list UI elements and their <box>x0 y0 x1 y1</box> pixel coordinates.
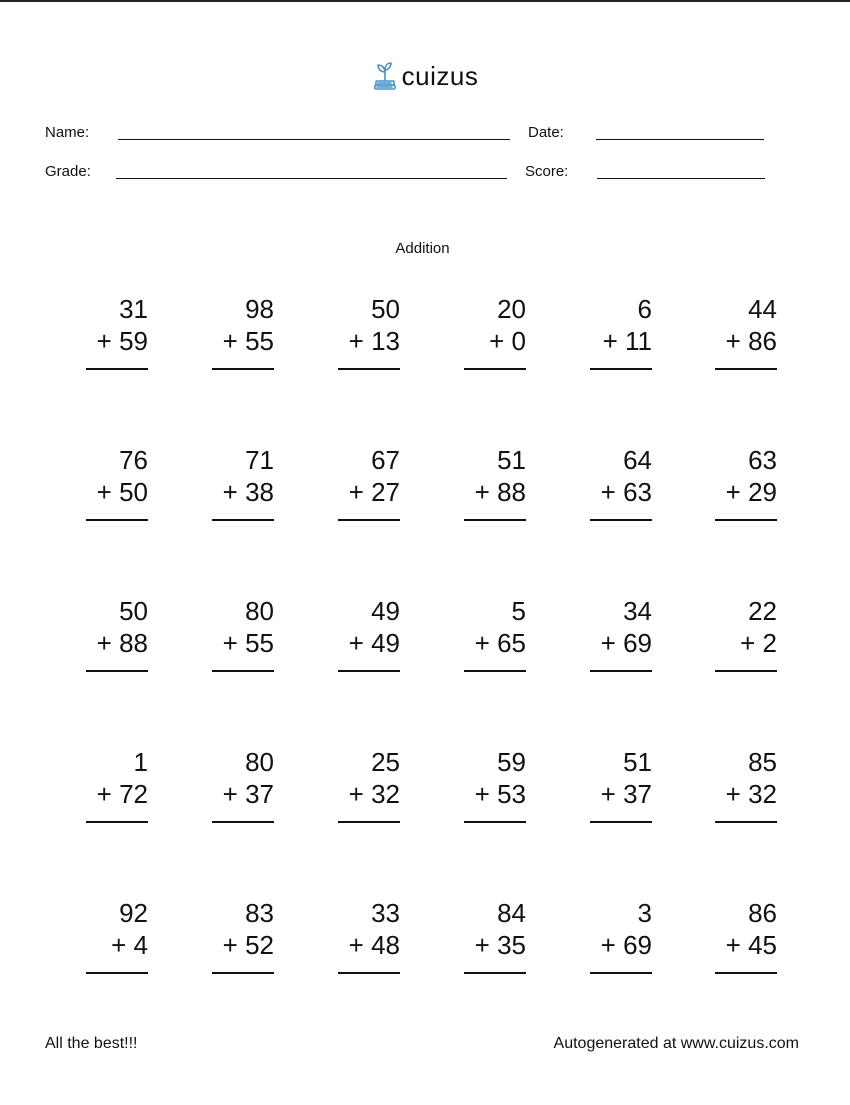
addend-bottom-value: 52 <box>245 930 274 960</box>
addend-bottom <box>223 326 274 356</box>
addition-problem <box>280 445 400 545</box>
addition-problem <box>28 445 148 545</box>
answer-line[interactable] <box>590 972 652 974</box>
plus-operator: + <box>474 477 490 507</box>
addend-top: 1 <box>133 747 148 777</box>
addend-bottom-value: 55 <box>245 628 274 658</box>
addend-top: 31 <box>119 294 148 324</box>
score-label: Score: <box>525 163 569 180</box>
plus-operator: + <box>348 477 364 507</box>
plus-operator: + <box>725 930 741 960</box>
addend-top: 34 <box>623 596 652 626</box>
addition-problem <box>657 747 777 847</box>
addend-top: 50 <box>371 294 400 324</box>
plus-operator: + <box>96 326 112 356</box>
plus-operator: + <box>725 326 741 356</box>
plus-operator: + <box>348 628 364 658</box>
addend-bottom-value: 38 <box>245 477 274 507</box>
addend-top: 80 <box>245 596 274 626</box>
addition-problem <box>28 898 148 998</box>
addition-problem <box>154 596 274 696</box>
addend-bottom <box>349 930 400 960</box>
answer-line[interactable] <box>464 821 526 823</box>
plus-operator: + <box>222 477 238 507</box>
addend-bottom <box>489 326 526 356</box>
addend-bottom-value: 65 <box>497 628 526 658</box>
addend-bottom-value: 29 <box>748 477 777 507</box>
addition-problem <box>657 596 777 696</box>
addend-top: 63 <box>748 445 777 475</box>
answer-line[interactable] <box>464 368 526 370</box>
addend-top: 50 <box>119 596 148 626</box>
addition-problem <box>657 898 777 998</box>
answer-line[interactable] <box>590 368 652 370</box>
addend-top: 3 <box>637 898 652 928</box>
plus-operator: + <box>348 930 364 960</box>
answer-line[interactable] <box>212 670 274 672</box>
addend-top: 33 <box>371 898 400 928</box>
addend-top: 84 <box>497 898 526 928</box>
addend-bottom <box>111 930 148 960</box>
addend-top: 80 <box>245 747 274 777</box>
brand-name: cuizus <box>401 60 479 91</box>
addition-problem <box>154 898 274 998</box>
addend-bottom <box>223 628 274 658</box>
addend-bottom <box>601 628 652 658</box>
answer-line[interactable] <box>212 972 274 974</box>
addend-top: 86 <box>748 898 777 928</box>
plus-operator: + <box>96 628 112 658</box>
addend-top: 92 <box>119 898 148 928</box>
grade-label: Grade: <box>45 163 91 180</box>
addend-bottom <box>349 628 400 658</box>
answer-line[interactable] <box>464 670 526 672</box>
plus-operator: + <box>222 779 238 809</box>
addend-top: 5 <box>511 596 526 626</box>
plus-operator: + <box>222 628 238 658</box>
plus-operator: + <box>600 779 616 809</box>
addend-bottom <box>475 628 526 658</box>
answer-line[interactable] <box>715 670 777 672</box>
answer-line[interactable] <box>338 821 400 823</box>
addend-top: 22 <box>748 596 777 626</box>
addend-bottom <box>475 477 526 507</box>
addend-bottom <box>603 326 652 356</box>
addition-problem <box>154 747 274 847</box>
plus-operator: + <box>111 930 127 960</box>
footer-message: All the best!!! <box>45 1035 138 1052</box>
addition-problem <box>406 747 526 847</box>
addend-bottom-value: 53 <box>497 779 526 809</box>
addition-problem <box>28 596 148 696</box>
addend-bottom-value: 11 <box>625 326 652 356</box>
addend-bottom-value: 59 <box>119 326 148 356</box>
answer-line[interactable] <box>86 519 148 521</box>
plus-operator: + <box>474 628 490 658</box>
addition-problem <box>406 596 526 696</box>
addend-bottom <box>97 628 148 658</box>
plus-operator: + <box>489 326 505 356</box>
addition-problem <box>532 596 652 696</box>
answer-line[interactable] <box>590 821 652 823</box>
answer-line[interactable] <box>590 670 652 672</box>
plus-operator: + <box>725 779 741 809</box>
plus-operator: + <box>740 628 756 658</box>
name-label: Name: <box>45 124 90 141</box>
plus-operator: + <box>348 326 364 356</box>
addend-bottom <box>97 779 148 809</box>
answer-line[interactable] <box>464 519 526 521</box>
addend-bottom <box>726 779 777 809</box>
date-label: Date: <box>528 124 564 141</box>
addend-bottom <box>601 779 652 809</box>
answer-line[interactable] <box>338 368 400 370</box>
addend-bottom <box>475 779 526 809</box>
answer-line[interactable] <box>715 519 777 521</box>
answer-line[interactable] <box>464 972 526 974</box>
answer-line[interactable] <box>338 972 400 974</box>
addend-bottom-value: 48 <box>371 930 400 960</box>
addend-bottom <box>349 326 400 356</box>
plus-operator: + <box>600 628 616 658</box>
addend-bottom <box>97 477 148 507</box>
addend-top: 51 <box>497 445 526 475</box>
answer-line[interactable] <box>86 821 148 823</box>
answer-line[interactable] <box>715 821 777 823</box>
addition-problem <box>657 294 777 394</box>
addition-problem <box>657 445 777 545</box>
addend-bottom <box>97 326 148 356</box>
addition-problem <box>532 747 652 847</box>
addend-bottom-value: 69 <box>623 930 652 960</box>
addend-bottom <box>223 477 274 507</box>
addend-top: 83 <box>245 898 274 928</box>
addend-bottom-value: 32 <box>748 779 777 809</box>
addend-top: 44 <box>748 294 777 324</box>
addend-bottom-value: 88 <box>119 628 148 658</box>
addition-problem <box>280 596 400 696</box>
addend-bottom-value: 2 <box>762 628 777 658</box>
addend-bottom <box>601 930 652 960</box>
addend-bottom-value: 13 <box>371 326 400 356</box>
footer-credit: Autogenerated at www.cuizus.com <box>553 1035 799 1052</box>
addend-bottom <box>601 477 652 507</box>
addend-top: 25 <box>371 747 400 777</box>
addend-bottom-value: 72 <box>119 779 148 809</box>
addition-problem <box>28 294 148 394</box>
addition-problem <box>532 898 652 998</box>
addend-bottom-value: 55 <box>245 326 274 356</box>
addend-bottom <box>223 930 274 960</box>
addend-bottom-value: 27 <box>371 477 400 507</box>
plus-operator: + <box>600 930 616 960</box>
addend-top: 64 <box>623 445 652 475</box>
addend-bottom-value: 32 <box>371 779 400 809</box>
addition-problem <box>406 445 526 545</box>
addend-bottom <box>726 477 777 507</box>
addend-bottom <box>726 930 777 960</box>
addend-top: 20 <box>497 294 526 324</box>
plus-operator: + <box>96 477 112 507</box>
answer-line[interactable] <box>715 368 777 370</box>
plus-operator: + <box>222 326 238 356</box>
addend-bottom-value: 63 <box>623 477 652 507</box>
addend-bottom-value: 69 <box>623 628 652 658</box>
addition-problem <box>280 294 400 394</box>
addend-bottom <box>223 779 274 809</box>
addend-bottom-value: 50 <box>119 477 148 507</box>
addend-bottom-value: 49 <box>371 628 400 658</box>
addend-bottom-value: 0 <box>511 326 526 356</box>
addend-bottom-value: 37 <box>623 779 652 809</box>
addend-bottom-value: 37 <box>245 779 274 809</box>
addition-problem <box>280 898 400 998</box>
worksheet-title: Addition <box>395 240 450 257</box>
answer-line[interactable] <box>86 670 148 672</box>
plus-operator: + <box>474 779 490 809</box>
addend-bottom <box>349 477 400 507</box>
addend-top: 85 <box>748 747 777 777</box>
addend-top: 71 <box>245 445 274 475</box>
addend-bottom-value: 4 <box>133 930 148 960</box>
addition-problem <box>406 294 526 394</box>
answer-line[interactable] <box>715 972 777 974</box>
answer-line[interactable] <box>86 368 148 370</box>
addition-problem <box>532 294 652 394</box>
addend-bottom-value: 45 <box>748 930 777 960</box>
addend-top: 76 <box>119 445 148 475</box>
answer-line[interactable] <box>212 519 274 521</box>
answer-line[interactable] <box>338 670 400 672</box>
addend-bottom-value: 88 <box>497 477 526 507</box>
addition-problem <box>28 747 148 847</box>
addend-top: 6 <box>637 294 652 324</box>
answer-line[interactable] <box>212 368 274 370</box>
addend-bottom <box>726 326 777 356</box>
answer-line[interactable] <box>590 519 652 521</box>
addend-top: 51 <box>623 747 652 777</box>
plus-operator: + <box>348 779 364 809</box>
answer-line[interactable] <box>338 519 400 521</box>
addend-top: 98 <box>245 294 274 324</box>
plus-operator: + <box>600 477 616 507</box>
addend-bottom <box>475 930 526 960</box>
addition-problem <box>154 445 274 545</box>
plus-operator: + <box>602 326 618 356</box>
addition-problem <box>532 445 652 545</box>
plus-operator: + <box>474 930 490 960</box>
addend-top: 59 <box>497 747 526 777</box>
plus-operator: + <box>96 779 112 809</box>
addend-top: 67 <box>371 445 400 475</box>
addend-bottom <box>740 628 777 658</box>
addition-problem <box>280 747 400 847</box>
plus-operator: + <box>725 477 741 507</box>
addition-problem <box>406 898 526 998</box>
answer-line[interactable] <box>212 821 274 823</box>
answer-line[interactable] <box>86 972 148 974</box>
addend-bottom <box>349 779 400 809</box>
addend-bottom-value: 35 <box>497 930 526 960</box>
addend-top: 49 <box>371 596 400 626</box>
plus-operator: + <box>222 930 238 960</box>
addend-bottom-value: 86 <box>748 326 777 356</box>
addition-problem <box>154 294 274 394</box>
